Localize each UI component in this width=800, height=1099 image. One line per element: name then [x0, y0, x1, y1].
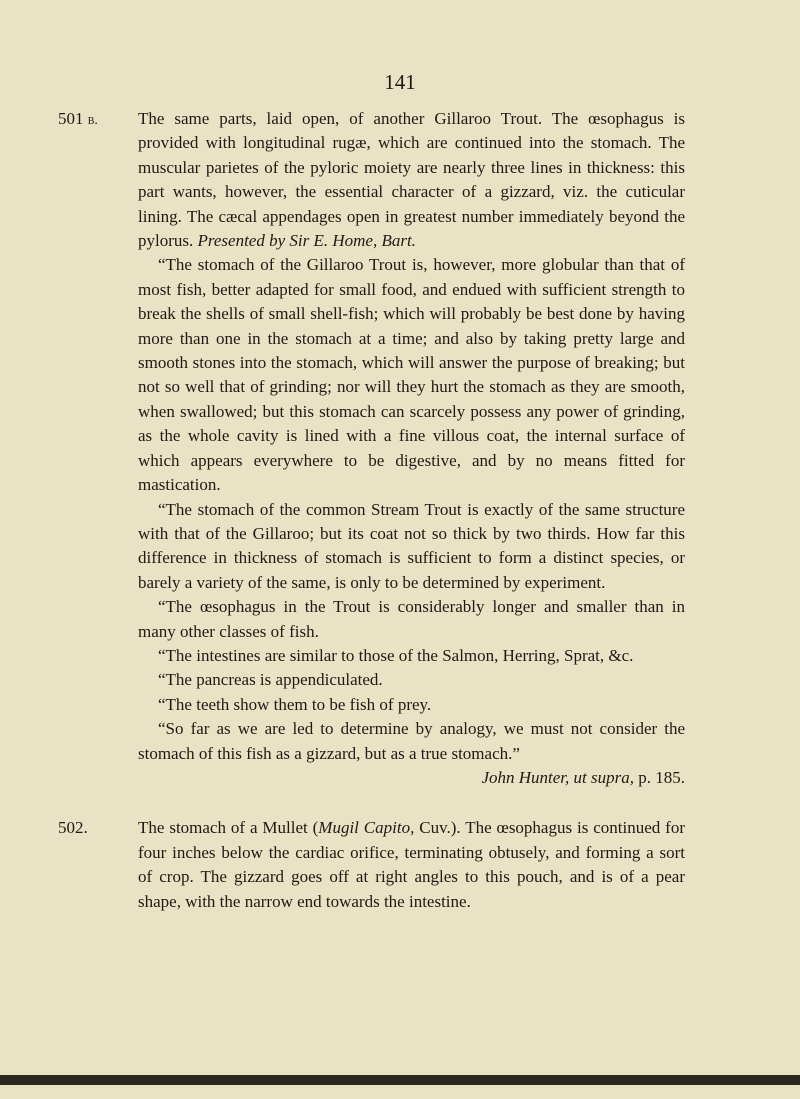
entry-number: 501 b. [58, 109, 98, 128]
entry-paragraph: The stomach of a Mullet (Mugil Capito, Cuv.). The œsophagus is continued for four inches below the cardiac orifice, terminating obtusely, and forming a sort of crop. The gizzard goes off at right angles to this pouch, and is of a pear shape, with the narrow end towards the intestine. [138, 818, 685, 911]
page-number: 141 [384, 70, 416, 94]
presented-by: Presented by Sir E. Home, Bart. [197, 231, 416, 251]
citation: John Hunter, ut supra, p. 185. [481, 767, 685, 787]
quote-paragraph: “The pancreas is appendiculated. [158, 670, 383, 690]
quote-paragraph: “The œsophagus in the Trout is considerably longer and smaller than in many other classes of fish. [138, 597, 685, 641]
quote-paragraph: “The intestines are similar to those of the Salmon, Herring, Sprat, &c. [158, 645, 634, 665]
quote-paragraph: “So far as we are led to determine by analogy, we must not consider the stomach of this fish as a gizzard, but as a true stomach.” [138, 719, 685, 763]
page-body [58, 107, 685, 914]
quote-paragraph: “The stomach of the Gillaroo Trout is, however, more globular than that of most fish, better adapted for small food, and endued with sufficient strength to break the shells of small shell-fish; which will probably be best done by having more than one in the stomach at a time; and also by taking pretty large and smooth stones into the stomach, which will answer the purpose of breaking; but not so well that of grinding; nor will they hurt the stomach as they are smooth, when swallowed; but this stomach can scarcely possess any power of grinding, as the whole cavity is lined with a fine villous coat, the internal surface of which appears everywhere to be digestive, and by no means fitted for mastication. [138, 255, 685, 495]
quote-paragraph: “The stomach of the common Stream Trout is exactly of the same structure with that of the Gillaroo; but its coat not so thick by two thirds. How far this difference in thickness of stomach is sufficient to form a distinct species, or barely a variety of the same, is only to be determined by experiment. [138, 499, 685, 592]
entry-501b [58, 107, 685, 790]
quote-paragraph: “The teeth show them to be fish of prey. [158, 694, 432, 714]
entry-502 [58, 816, 685, 914]
entry-paragraph: The same parts, laid open, of another Gillaroo Trout. The œsophagus is provided with longitudinal rugæ, which are continued into the stomach. The muscular parietes of the pyloric moiety are nearly three lines in thickness: this part wants, however, the essential character of a gizzard, viz. the cuticular lining. The cæcal appendages open in greatest number immediately beyond the pylorus. Presented by Sir E. Home, Bart. [138, 109, 685, 251]
entry-number: 502. [58, 818, 88, 838]
bottom-edge-band [0, 1075, 800, 1085]
